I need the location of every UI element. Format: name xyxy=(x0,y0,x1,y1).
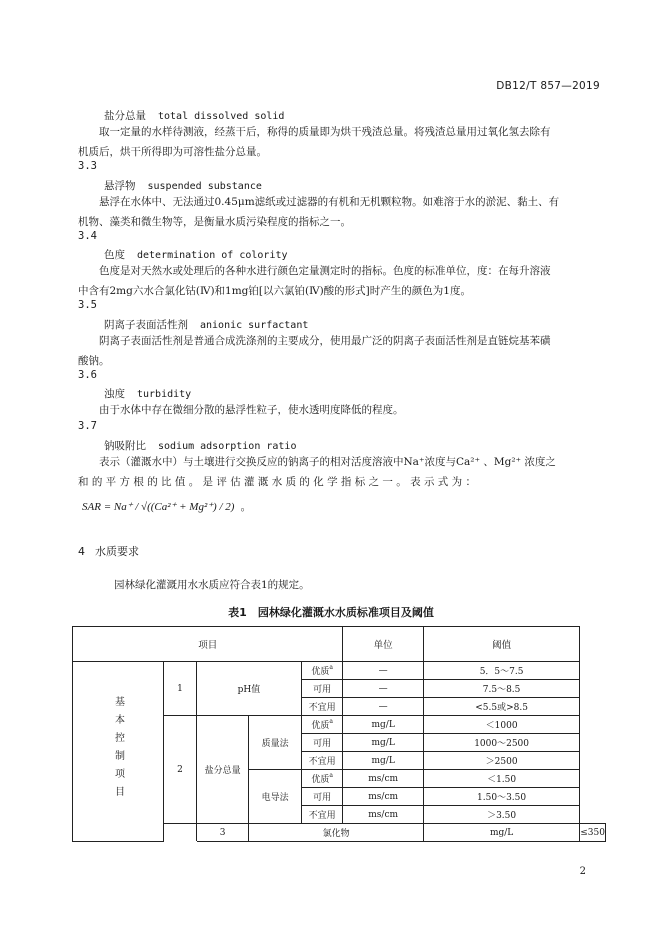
unit-cell: mg/L xyxy=(423,824,579,842)
item-name: 盐分总量 xyxy=(196,716,249,824)
value-cell: 5．5～7.5 xyxy=(423,662,579,680)
grade-cell: 可用 xyxy=(301,734,342,752)
table-row xyxy=(73,662,606,680)
group-label: 基本控制项目 xyxy=(112,696,124,804)
unit-cell: mg/L xyxy=(343,716,424,734)
section-intro: 园林绿化灌溉用水水质应符合表1的规定。 xyxy=(114,579,310,591)
method-cell: 电导法 xyxy=(249,770,302,824)
grade-cell: 优质$^a$ xyxy=(301,770,342,788)
term-zh: 浊度 xyxy=(104,388,125,400)
term-en: determination of colority xyxy=(137,250,288,261)
term-heading xyxy=(104,317,308,332)
grade-cell: 可用 xyxy=(301,788,342,806)
term-en: turbidity xyxy=(137,389,192,400)
clause-number: 3.5 xyxy=(78,299,97,311)
item-name: pH值 xyxy=(196,662,301,716)
grade-cell: 不宜用 xyxy=(301,698,342,716)
unit-cell: — xyxy=(343,698,424,716)
term-en: total dissolved solid xyxy=(158,111,285,122)
sar-formula xyxy=(82,498,251,514)
value-cell: ＜1.50 xyxy=(423,770,579,788)
clause-number: 3.3 xyxy=(78,160,97,172)
value-cell: 1000～2500 xyxy=(423,734,579,752)
formula-end: 。 xyxy=(240,501,252,513)
term-heading xyxy=(104,386,191,401)
term-definition: 表示（灌溉水中）与土壤进行交换反应的钠离子的相对活度溶液中Na⁺浓度与Ca²⁺ 、Mg²⁺ 浓度之 和 的 平 方 根 的 比 值 。 是 评 估 灌 溉 水 质 的 化 学 指 标 之 一 。 表 示 式 为 ： xyxy=(78,456,556,488)
header-unit: 单位 xyxy=(343,627,424,662)
value-cell: ＞3.50 xyxy=(423,806,579,824)
unit-cell: mg/L xyxy=(343,752,424,770)
unit-cell: ms/cm xyxy=(343,770,424,788)
table-caption: 表1 园林绿化灌溉水水质标准项目及阈值 xyxy=(228,606,434,619)
unit-cell: ms/cm xyxy=(343,788,424,806)
group-label-cell xyxy=(73,662,164,842)
term-definition: 色度是对天然水或处理后的各种水进行颜色定量测定时的指标。色度的标准单位，度：在每升溶液 中含有2mg六水合氯化钴(Ⅳ)和1mg铂[以六氯铂(Ⅳ)酸的形式]时产生的颜色为1度。 xyxy=(78,265,551,297)
term-en: sodium adsorption ratio xyxy=(158,441,297,452)
clause-number: 3.4 xyxy=(78,230,97,242)
item-name: 氯化物 xyxy=(249,824,424,842)
term-heading xyxy=(104,178,262,193)
term-definition: 取一定量的水样待测液，经蒸干后，称得的质量即为烘干残渣总量。将残渣总量用过氧化氢去除有 机质后，烘干所得即为可溶性盐分总量。 xyxy=(78,126,551,158)
page-number: 2 xyxy=(579,866,586,877)
term-heading xyxy=(104,247,288,262)
formula-text: SAR = Na⁺ / √((Ca²⁺ + Mg²⁺) / 2) xyxy=(82,501,235,513)
table-header-row xyxy=(73,627,606,662)
section-title: 水质要求 xyxy=(95,545,139,558)
row-number: 2 xyxy=(164,716,197,824)
clause-number: 3.6 xyxy=(78,369,97,381)
value-cell: 1.50～3.50 xyxy=(423,788,579,806)
unit-cell: mg/L xyxy=(343,734,424,752)
term-definition: 悬浮在水体中、无法通过0.45μm滤纸或过滤器的有机和无机颗粒物。如难溶于水的淤泥、黏土、有 机物、藻类和微生物等，是衡量水质污染程度的指标之一。 xyxy=(78,196,560,228)
water-quality-table xyxy=(72,626,606,842)
value-cell: <5.5或>8.5 xyxy=(423,698,579,716)
term-zh: 盐分总量 xyxy=(104,110,146,122)
unit-cell: — xyxy=(343,680,424,698)
standard-code: DB12/T 857—2019 xyxy=(496,80,600,92)
term-heading xyxy=(104,438,296,453)
method-cell: 质量法 xyxy=(249,716,302,770)
value-cell: ≤350 xyxy=(580,824,606,842)
term-zh: 钠吸附比 xyxy=(104,440,146,452)
row-number: 3 xyxy=(196,824,249,842)
header-threshold: 阈值 xyxy=(423,627,579,662)
section-heading xyxy=(78,543,149,559)
unit-cell: ms/cm xyxy=(343,806,424,824)
grade-cell: 优质$^a$ xyxy=(301,662,342,680)
grade-cell: 不宜用 xyxy=(301,752,342,770)
term-en: anionic surfactant xyxy=(200,320,309,331)
term-zh: 悬浮物 xyxy=(104,180,136,192)
section-number: 4 xyxy=(78,545,85,558)
term-definition: 阴离子表面活性剂是普通合成洗涤剂的主要成分，使用最广泛的阴离子表面活性剂是直链烷基苯磺 酸钠。 xyxy=(78,335,551,367)
header-item: 项目 xyxy=(73,627,343,662)
grade-cell: 优质$^a$ xyxy=(301,716,342,734)
term-zh: 阴离子表面活性剂 xyxy=(104,319,188,331)
row-number: 1 xyxy=(164,662,197,716)
term-heading xyxy=(104,108,284,123)
value-cell: ＞2500 xyxy=(423,752,579,770)
grade-cell: 可用 xyxy=(301,680,342,698)
value-cell: 7.5～8.5 xyxy=(423,680,579,698)
term-definition: 由于水体中存在微细分散的悬浮性粒子，使水透明度降低的程度。 xyxy=(99,404,404,416)
term-zh: 色度 xyxy=(104,249,125,261)
value-cell: ＜1000 xyxy=(423,716,579,734)
clause-number: 3.7 xyxy=(78,420,97,432)
unit-cell: — xyxy=(343,662,424,680)
term-en: suspended substance xyxy=(147,181,262,192)
grade-cell: 不宜用 xyxy=(301,806,342,824)
blank-cell xyxy=(164,824,197,842)
